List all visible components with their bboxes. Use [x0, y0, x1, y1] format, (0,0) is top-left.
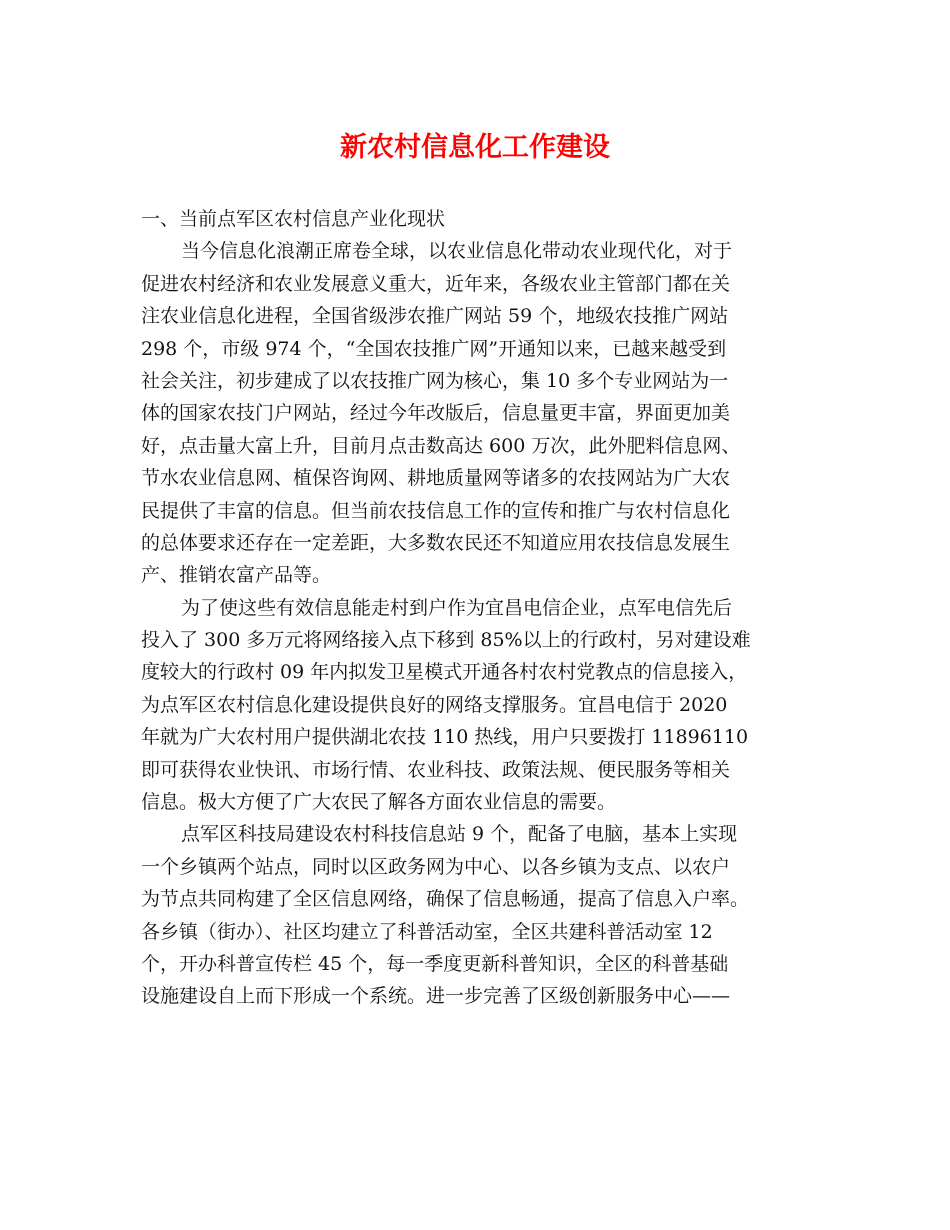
paragraph-line: 298 个，市级 974 个，“全国农技推广网”开通知以来，已越来越受到: [141, 337, 727, 360]
paragraph-line: 年就为广大农村用户提供湖北农技 110 热线，用户只要拨打 11896110: [141, 726, 749, 749]
paragraph-line: 节水农业信息网、植保咨询网、耕地质量网等诸多的农技网站为广大农: [141, 467, 731, 490]
paragraph-line: 民提供了丰富的信息。但当前农技信息工作的宣传和推广与农村信息化: [141, 499, 731, 522]
section-heading: 一、当前点军区农村信息产业化现状: [141, 208, 446, 230]
paragraph-1: [141, 235, 813, 591]
paragraph-line: 的总体要求还存在一定差距，大多数农民还不知道应用农技信息发展生: [141, 531, 731, 554]
paragraph-line: 产、推销农富产品等。: [141, 564, 332, 587]
paragraph-line: 当今信息化浪潮正席卷全球，以农业信息化带动农业现代化，对于: [181, 240, 733, 263]
paragraph-line: 个，开办科普宣传栏 45 个，每一季度更新科普知识，全区的科普基础: [141, 952, 729, 975]
paragraph-line: 体的国家农技门户网站，经过今年改版后，信息量更丰富，界面更加美: [141, 402, 731, 425]
paragraph-line: 社会关注，初步建成了以农技推广网为核心，集 10 多个专业网站为一: [141, 369, 729, 392]
paragraph-line: 为点军区农村信息化建设提供良好的网络支撑服务。宜昌电信于 2020: [141, 693, 728, 716]
paragraph-line: 为节点共同构建了全区信息网络，确保了信息畅通，提高了信息入户率。: [141, 888, 750, 911]
paragraph-3: [141, 818, 813, 1012]
paragraph-line: 为了使这些有效信息能走村到户作为宜昌电信企业，点军电信先后: [181, 596, 733, 619]
paragraph-2: [141, 592, 813, 819]
paragraph-line: 信息。极大方便了广大农民了解各方面农业信息的需要。: [141, 791, 617, 814]
paragraph-line: 一个乡镇两个站点，同时以区政务网为中心、以各乡镇为支点、以农户: [141, 855, 731, 878]
document-body: [141, 203, 813, 1013]
paragraph-line: 促进农村经济和农业发展意义重大，近年来，各级农业主管部门都在关: [141, 272, 731, 295]
paragraph-line: 即可获得农业快讯、市场行情、农业科技、政策法规、便民服务等相关: [141, 758, 731, 781]
paragraph-line: 设施建设自上而下形成一个系统。进一步完善了区级创新服务中心——: [141, 985, 731, 1008]
paragraph-line: 投入了 300 多万元将网络接入点下移到 85%以上的行政村，另对建设难: [141, 629, 751, 652]
paragraph-line: 度较大的行政村 09 年内拟发卫星模式开通各村农村党教点的信息接入，: [141, 661, 748, 684]
paragraph-line: 各乡镇（街办）、社区均建立了科普活动室，全区共建科普活动室 12: [141, 920, 713, 943]
paragraph-line: 点军区科技局建设农村科技信息站 9 个，配备了电脑，基本上实现: [181, 823, 738, 846]
document-title: 新农村信息化工作建设: [340, 132, 610, 163]
paragraph-line: 好，点击量大富上升，目前月点击数高达 600 万次，此外肥料信息网、: [141, 434, 741, 457]
paragraph-line: 注农业信息化进程，全国省级涉农推广网站 59 个，地级农技推广网站: [141, 305, 729, 328]
